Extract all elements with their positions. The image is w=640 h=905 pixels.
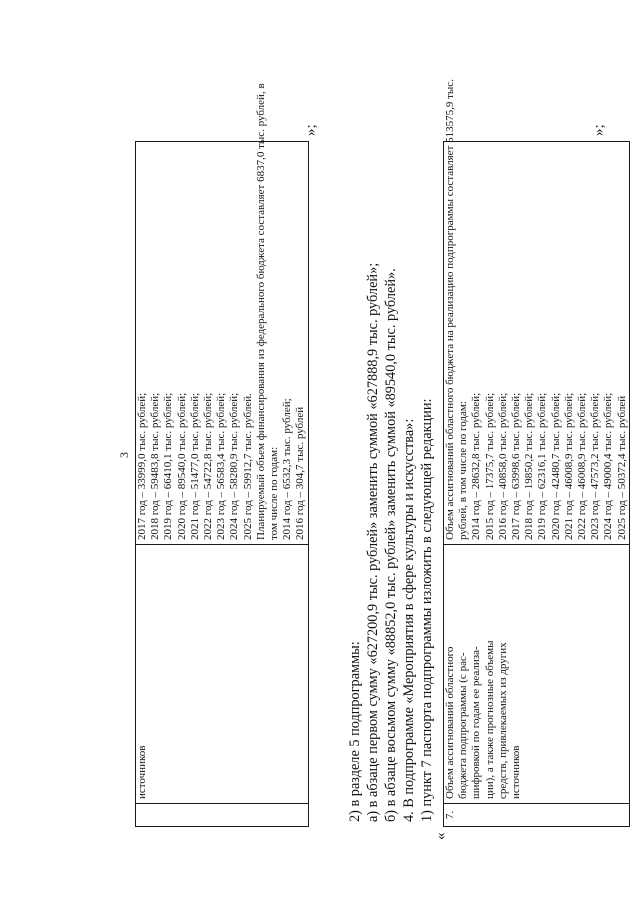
table2-label-line: средств, привлекаемых из других	[496, 642, 509, 799]
table2-line: 2015 год – 17375,7 тыс. рублей;	[483, 392, 496, 540]
table2-label-line: шифровкой по годам ее реализа-	[470, 646, 483, 799]
table1-line: 2017 год – 33999,0 тыс. рублей;	[136, 392, 148, 540]
table1-line: 2025 год – 59912,7 тыс. рублей.	[241, 393, 254, 540]
table2-line: 2025 год – 50372,4 тыс. рублей	[615, 395, 628, 540]
table1-line: 2016 год – 304,7 тыс. рублей	[294, 406, 307, 540]
table2-closing-quote: »;	[591, 124, 607, 136]
table2-label-line: ции), а также прогнозные объемы	[483, 640, 496, 799]
table2-label-line: бюджета подпрограммы (с рас-	[457, 652, 470, 799]
table1-values-cell	[136, 83, 309, 545]
table2-intro: Объем ассигнований областного бюджета на реализацию подпрограммы составляет 513575,9 тыс.	[444, 79, 456, 540]
table2-line: 2014 год – 28632,8 тыс. рублей;	[470, 392, 483, 540]
table2-label-cell	[444, 545, 630, 804]
table1-line: 2023 год – 56583,4 тыс. рублей;	[215, 392, 228, 540]
amendment-line: б) в абзаце восьмом сумму «88852,0 тыс. рублей» заменить суммой «89540,0 тыс. рублей».	[383, 268, 399, 822]
table2-line: 2022 год – 46008,9 тыс. рублей;	[576, 392, 589, 540]
table2-line: 2019 год – 62316,1 тыс. рублей;	[536, 392, 549, 540]
table2-opening-quote: «	[433, 832, 449, 840]
table2-label-line: источников	[510, 745, 523, 799]
table1-line: 2018 год – 59483,8 тыс. рублей;	[149, 392, 162, 540]
table2-values-cell	[444, 79, 630, 545]
table2-line: 2016 год – 40858,0 тыс. рублей;	[496, 392, 509, 540]
table2-line: рублей, в том числе по годам:	[457, 401, 470, 540]
table1-line: 2024 год – 58280,9 тыс. рублей;	[228, 392, 241, 540]
table1-number-cell	[136, 804, 309, 827]
amendment-line: 1) пункт 7 паспорта подпрограммы изложить в следующей редакции:	[419, 398, 435, 822]
table1-closing-quote: »;	[303, 124, 319, 136]
table1-line: том числе по годам:	[268, 446, 281, 540]
funding-table-continued	[135, 83, 309, 827]
rotated-document-page	[85, 52, 628, 862]
table1-label-cell	[136, 545, 309, 804]
table1-line: 2019 год – 66410,1 тыс. рублей;	[162, 392, 175, 540]
table2-line: 2018 год – 19850,2 тыс. рублей;	[523, 392, 536, 540]
amendment-line: 2) в разделе 5 подпрограммы:	[347, 641, 363, 822]
table2-line: 2021 год – 46008,9 тыс. рублей;	[562, 392, 575, 540]
table2-label-line: Объем ассигнований областного	[444, 646, 456, 799]
table1-label: источников	[136, 745, 148, 799]
table2-line: 2023 год – 47573,2 тыс. рублей;	[589, 392, 602, 540]
table2-line: 2024 год – 49000,4 тыс. рублей;	[602, 392, 615, 540]
table2-line: 2017 год – 63998,6 тыс. рублей;	[510, 392, 523, 540]
page-number: 3	[117, 452, 131, 458]
table1-line: 2020 год – 89540,0 тыс. рублей;	[175, 392, 188, 540]
table2-number-cell	[444, 804, 630, 827]
table1-line: 2014 год – 6532,3 тыс. рублей;	[281, 398, 294, 540]
amendment-line: а) в абзаце первом сумму «627200,9 тыс. рублей» заменить суммой «627888,9 тыс. рублей»;	[365, 262, 381, 822]
passport-item-7-table	[443, 79, 630, 827]
amendment-line: 4. В подпрограмме «Мероприятия в сфере культуры и искусства»:	[401, 418, 417, 822]
item-number: 7.	[444, 810, 456, 820]
table1-line: 2021 год – 51477,0 тыс. рублей;	[188, 392, 201, 540]
table1-line: Планируемый объем финансирования из федерального бюджета составляет 6837,0 тыс. рублей, в	[254, 83, 267, 540]
table1-line: 2022 год – 54722,8 тыс. рублей;	[202, 392, 215, 540]
table2-line: 2020 год – 42480,7 тыс. рублей;	[549, 392, 562, 540]
